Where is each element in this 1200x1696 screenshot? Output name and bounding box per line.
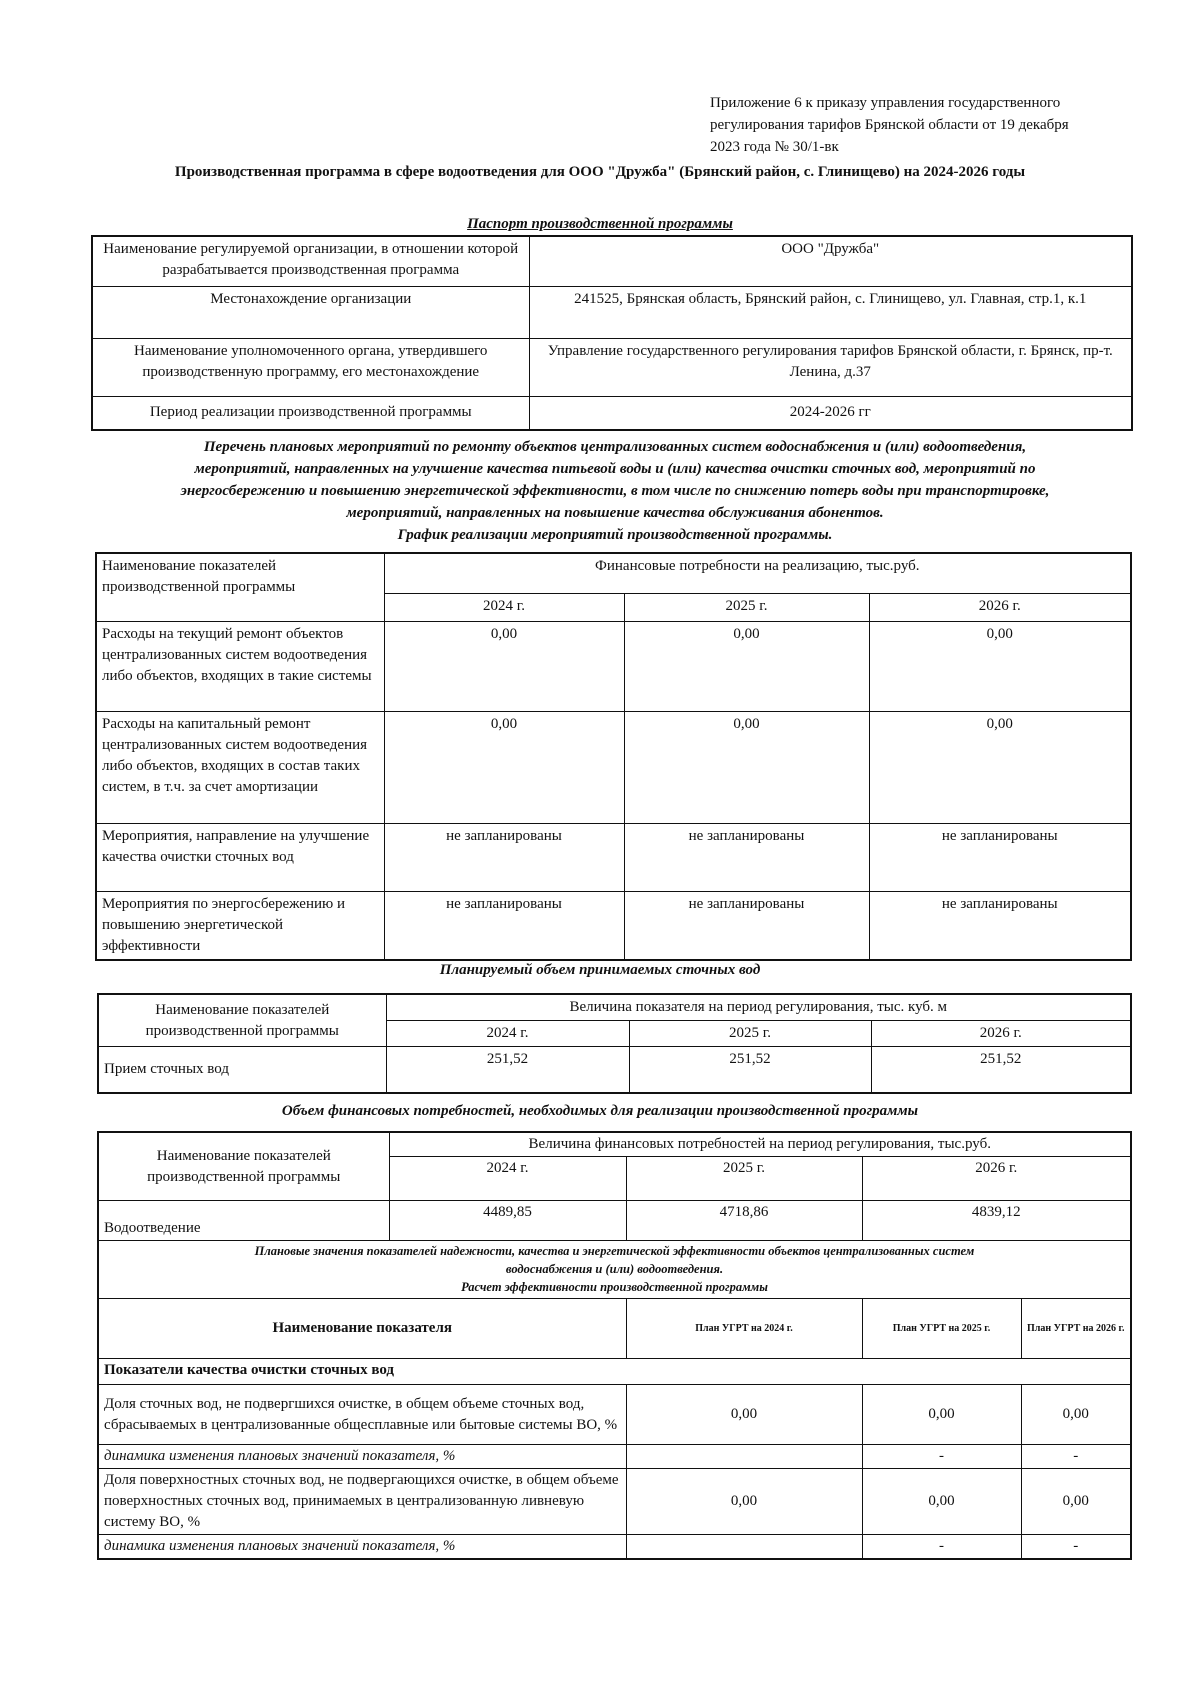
volume-header-label: Наименование показателей производственной программы: [98, 994, 386, 1047]
table-row: [92, 236, 1132, 286]
finance-value: 4839,12: [862, 1201, 1131, 1241]
indicator-dynamics-value: -: [1021, 1445, 1131, 1469]
indicators-heading-line: Плановые значения показателей надежности, качества и энергетической эффективности объектов централизованных систем: [254, 1244, 975, 1258]
measures-heading: [80, 436, 1150, 546]
measures-heading-line: Перечень плановых мероприятий по ремонту объектов централизованных систем водоснабжения и (или) водоотведения,: [203, 439, 1027, 455]
indicator-value: 0,00: [1021, 1469, 1131, 1535]
finance-header-label: Наименование показателей производственной программы: [98, 1132, 389, 1201]
indicator-value: 0,00: [1021, 1385, 1131, 1445]
indicators-heading-line: водоснабжения и (или) водоотведения.: [505, 1262, 724, 1276]
indicator-name-header: Наименование показателя: [98, 1299, 626, 1359]
schedule-header-group: Финансовые потребности на реализацию, тыс.руб.: [384, 553, 1131, 593]
schedule-value: 0,00: [869, 711, 1131, 823]
table-row: [96, 621, 1131, 711]
table-row: [92, 396, 1132, 430]
passport-caption: [0, 216, 1200, 233]
passport-value: ООО "Дружба": [529, 236, 1132, 286]
schedule-value: 0,00: [869, 621, 1131, 711]
year-header: 2025 г.: [629, 1021, 871, 1047]
indicator-label: Доля сточных вод, не подвергшихся очистке, в общем объеме сточных вод, сбрасываемых в централизованные общесплавные или бытовые системы ВО, %: [98, 1385, 626, 1445]
passport-label: Местонахождение организации: [92, 286, 529, 338]
indicator-dynamics-label: динамика изменения плановых значений показателя, %: [98, 1445, 626, 1469]
section-row: [98, 1359, 1131, 1385]
finance-row-label: Водоотведение: [98, 1201, 389, 1241]
table-row: [98, 1201, 1131, 1241]
passport-label: Наименование уполномоченного органа, утвердившего производственную программу, его местонахождение: [92, 338, 529, 396]
indicator-dynamics-label: динамика изменения плановых значений показателя, %: [98, 1535, 626, 1560]
appendix-note: [710, 92, 1130, 158]
volume-table: [97, 993, 1132, 1094]
schedule-caption: График реализации мероприятий производственной программы.: [397, 527, 833, 543]
schedule-value: 0,00: [624, 621, 869, 711]
schedule-value: не запланированы: [384, 891, 624, 960]
year-header: 2024 г.: [389, 1157, 626, 1201]
schedule-value: не запланированы: [624, 823, 869, 891]
passport-table: [91, 235, 1133, 431]
indicator-value: 0,00: [626, 1385, 862, 1445]
finance-header-group: Величина финансовых потребностей на период регулирования, тыс.руб.: [389, 1132, 1131, 1157]
schedule-row-label: Мероприятия по энергосбережению и повышению энергетической эффективности: [96, 891, 384, 960]
plan-header: План УГРТ на 2024 г.: [626, 1299, 862, 1359]
table-row: [98, 1445, 1131, 1469]
table-header-row: [98, 1132, 1131, 1157]
indicator-value: 0,00: [626, 1469, 862, 1535]
table-header-row: [96, 553, 1131, 593]
schedule-value: не запланированы: [624, 891, 869, 960]
schedule-row-label: Расходы на капитальный ремонт централизованных систем водоотведения либо объектов, входящих в состав таких систем, в т.ч. за счет амортизации: [96, 711, 384, 823]
measures-heading-line: мероприятий, направленных на улучшение качества питьевой воды и (или) качества очистки сточных вод, мероприятий по: [194, 461, 1036, 477]
schedule-value: не запланированы: [869, 823, 1131, 891]
year-header: 2026 г.: [862, 1157, 1131, 1201]
plan-header: План УГРТ на 2026 г.: [1021, 1299, 1131, 1359]
indicator-label: Доля поверхностных сточных вод, не подвергающихся очистке, в общем объеме поверхностных сточных вод, принимаемых в централизованную ливневую систему ВО, %: [98, 1469, 626, 1535]
finance-caption: Объем финансовых потребностей, необходимых для реализации производственной программы: [281, 1103, 919, 1119]
finance-value: 4718,86: [626, 1201, 862, 1241]
appendix-line: регулирования тарифов Брянской области от 19 декабря: [710, 117, 1069, 133]
table-header-row: [98, 1299, 1131, 1359]
indicators-heading-row: [98, 1241, 1131, 1299]
table-header-row: [98, 994, 1131, 1021]
volume-header-group: Величина показателя на период регулирования, тыс. куб. м: [386, 994, 1131, 1021]
table-row: [92, 338, 1132, 396]
indicator-value: 0,00: [862, 1385, 1021, 1445]
volume-caption: Планируемый объем принимаемых сточных вод: [439, 962, 761, 978]
passport-label: Период реализации производственной программы: [92, 396, 529, 430]
year-header: 2025 г.: [624, 593, 869, 621]
schedule-value: не запланированы: [384, 823, 624, 891]
passport-label: Наименование регулируемой организации, в отношении которой разрабатывается производственная программа: [92, 236, 529, 286]
indicator-dynamics-value: [626, 1535, 862, 1560]
finance-table: [97, 1131, 1132, 1560]
section-header: Показатели качества очистки сточных вод: [98, 1359, 1131, 1385]
schedule-value: не запланированы: [869, 891, 1131, 960]
table-row: [96, 823, 1131, 891]
passport-value: 2024-2026 гг: [529, 396, 1132, 430]
passport-caption-text: Паспорт производственной программы: [467, 216, 733, 232]
schedule-table: [95, 552, 1132, 961]
schedule-row-label: Мероприятия, направление на улучшение качества очистки сточных вод: [96, 823, 384, 891]
volume-value: 251,52: [629, 1047, 871, 1093]
year-header: 2026 г.: [869, 593, 1131, 621]
schedule-value: 0,00: [384, 621, 624, 711]
page-title: Производственная программа в сфере водоотведения для ООО "Дружба" (Брянский район, с. Глинищево) на 2024-2026 годы: [174, 164, 1026, 180]
passport-value: 241525, Брянская область, Брянский район, с. Глинищево, ул. Главная, стр.1, к.1: [529, 286, 1132, 338]
volume-row-label: Прием сточных вод: [98, 1047, 386, 1093]
plan-header: План УГРТ на 2025 г.: [862, 1299, 1021, 1359]
table-row: [98, 1535, 1131, 1560]
table-row: [98, 1385, 1131, 1445]
indicator-dynamics-value: -: [862, 1445, 1021, 1469]
year-header: 2024 г.: [386, 1021, 629, 1047]
measures-heading-line: мероприятий, направленных на повышение качества обслуживания абонентов.: [346, 505, 884, 521]
year-header: 2024 г.: [384, 593, 624, 621]
volume-value: 251,52: [386, 1047, 629, 1093]
volume-value: 251,52: [871, 1047, 1131, 1093]
appendix-line: Приложение 6 к приказу управления государственного: [710, 95, 1061, 111]
year-header: 2025 г.: [626, 1157, 862, 1201]
finance-value: 4489,85: [389, 1201, 626, 1241]
appendix-line: 2023 года № 30/1-вк: [710, 139, 839, 155]
indicator-dynamics-value: -: [862, 1535, 1021, 1560]
indicator-value: 0,00: [862, 1469, 1021, 1535]
passport-value: Управление государственного регулирования тарифов Брянской области, г. Брянск, пр-т. Ленина, д.37: [529, 338, 1132, 396]
schedule-value: 0,00: [624, 711, 869, 823]
table-row: [96, 891, 1131, 960]
table-row: [98, 1469, 1131, 1535]
schedule-header-label: Наименование показателей производственной программы: [96, 553, 384, 621]
indicators-heading: [98, 1241, 1131, 1299]
schedule-row-label: Расходы на текущий ремонт объектов централизованных систем водоотведения либо объектов, входящих в такие системы: [96, 621, 384, 711]
table-row: [92, 286, 1132, 338]
year-header: 2026 г.: [871, 1021, 1131, 1047]
schedule-value: 0,00: [384, 711, 624, 823]
indicator-dynamics-value: [626, 1445, 862, 1469]
indicator-dynamics-value: -: [1021, 1535, 1131, 1560]
indicators-heading-line: Расчет эффективности производственной программы: [461, 1280, 768, 1294]
measures-heading-line: энергосбережению и повышению энергетической эффективности, в том числе по снижению потерь воды при транспортировке,: [180, 483, 1050, 499]
table-row: [96, 711, 1131, 823]
table-row: [98, 1047, 1131, 1093]
